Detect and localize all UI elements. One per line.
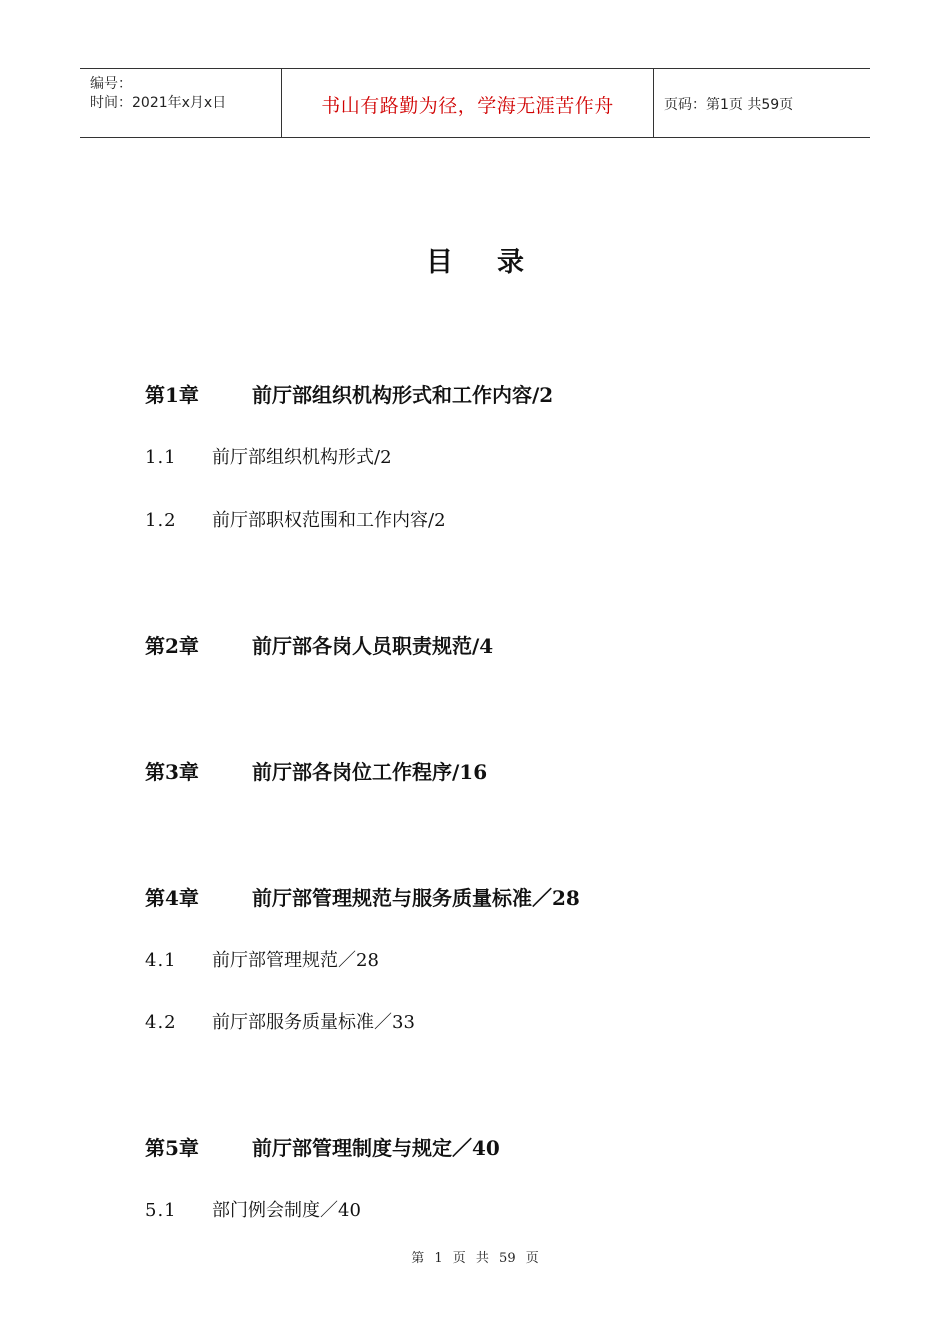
toc-entry-text: 前厅部服务质量标准／33 — [212, 1012, 415, 1033]
toc-chapter-4[interactable] — [145, 882, 580, 911]
toc-chapter-2[interactable] — [145, 630, 493, 659]
toc-chapter-3[interactable] — [145, 756, 487, 785]
toc-entry-text: 前厅部各岗人员职责规范/4 — [252, 634, 494, 658]
toc-entry-text: 前厅部组织机构形式/2 — [212, 447, 392, 468]
toc-number: 第1章 — [145, 383, 199, 407]
page-code-label: 页码：第1页 共59页 — [664, 97, 794, 113]
toc-number: 4.1 — [145, 950, 177, 971]
page-footer: 第 1 页 共 59 页 — [411, 1251, 539, 1266]
header-page-cell — [654, 69, 870, 137]
toc-number: 第5章 — [145, 1136, 199, 1160]
toc-number: 1.1 — [145, 447, 177, 468]
date-label: 时间：2021年x月x日 — [90, 95, 227, 111]
toc-number: 5.1 — [145, 1200, 177, 1221]
toc-entry-text: 前厅部各岗位工作程序/16 — [252, 760, 488, 784]
toc-number: 4.2 — [145, 1012, 177, 1033]
header-motto-cell — [282, 69, 654, 137]
motto-text: 书山有路勤为径，学海无涯苦作舟 — [321, 95, 614, 117]
page-title: 目录 — [426, 247, 568, 278]
toc-number: 第2章 — [145, 634, 199, 658]
document-header — [80, 68, 870, 138]
header-info-cell — [80, 69, 282, 137]
toc-entry-text: 前厅部管理制度与规定／40 — [252, 1136, 500, 1160]
serial-number-label: 编号： — [90, 76, 132, 92]
toc-entry-text: 部门例会制度／40 — [212, 1200, 361, 1221]
toc-chapter-1[interactable] — [145, 379, 553, 408]
toc-section-5-1[interactable] — [145, 1196, 361, 1222]
toc-section-1-1[interactable] — [145, 443, 392, 469]
toc-section-4-1[interactable] — [145, 946, 379, 972]
toc-number: 1.2 — [145, 510, 177, 531]
toc-number: 第3章 — [145, 760, 199, 784]
toc-entry-text: 前厅部组织机构形式和工作内容/2 — [252, 383, 554, 407]
toc-section-4-2[interactable] — [145, 1008, 415, 1034]
toc-entry-text: 前厅部管理规范／28 — [212, 950, 379, 971]
toc-entry-text: 前厅部管理规范与服务质量标准／28 — [252, 886, 580, 910]
toc-chapter-5[interactable] — [145, 1132, 500, 1161]
toc-number: 第4章 — [145, 886, 199, 910]
toc-entry-text: 前厅部职权范围和工作内容/2 — [212, 510, 446, 531]
toc-section-1-2[interactable] — [145, 506, 446, 532]
